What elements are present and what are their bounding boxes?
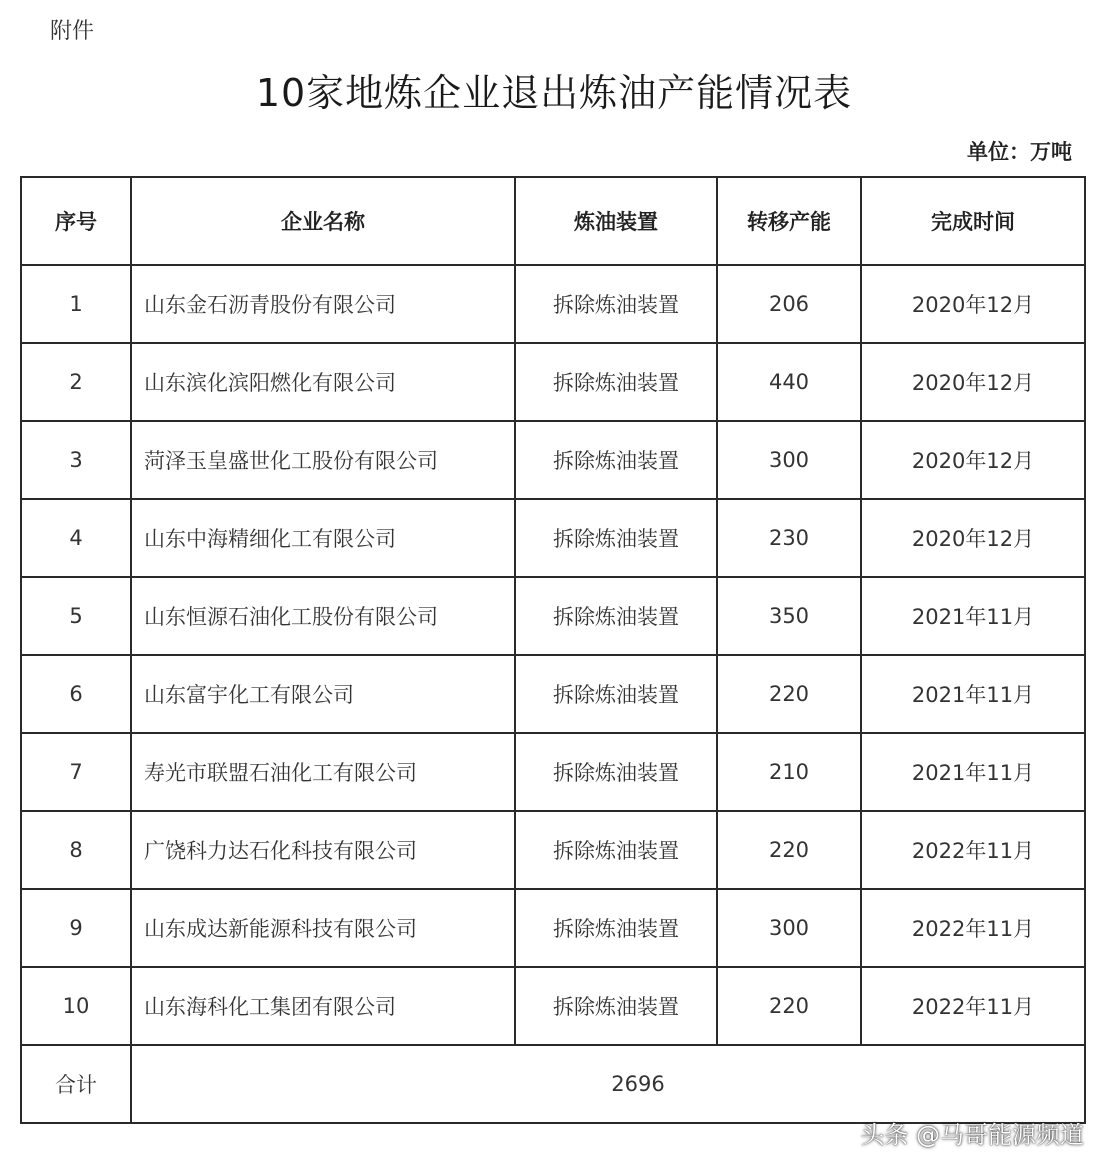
- cell-company-name: 山东中海精细化工有限公司: [131, 499, 515, 577]
- cell-company-name: 山东成达新能源科技有限公司: [131, 889, 515, 967]
- cell-company-name: 寿光市联盟石油化工有限公司: [131, 733, 515, 811]
- cell-index: 1: [21, 265, 131, 343]
- cell-index: 10: [21, 967, 131, 1045]
- header-row: [21, 177, 1085, 265]
- cell-refining-device: 拆除炼油装置: [515, 499, 717, 577]
- header-refining-device: 炼油装置: [515, 177, 717, 265]
- cell-capacity: 206: [717, 265, 861, 343]
- table-row: [21, 265, 1085, 343]
- cell-company-name: 菏泽玉皇盛世化工股份有限公司: [131, 421, 515, 499]
- cell-completion-time: 2021年11月: [861, 733, 1085, 811]
- cell-completion-time: 2022年11月: [861, 967, 1085, 1045]
- table-row: [21, 421, 1085, 499]
- cell-capacity: 210: [717, 733, 861, 811]
- cell-completion-time: 2022年11月: [861, 811, 1085, 889]
- table-row: [21, 577, 1085, 655]
- cell-refining-device: 拆除炼油装置: [515, 655, 717, 733]
- cell-index: 8: [21, 811, 131, 889]
- cell-capacity: 220: [717, 811, 861, 889]
- cell-completion-time: 2020年12月: [861, 499, 1085, 577]
- unit-label: 单位：万吨: [967, 140, 1072, 164]
- cell-company-name: 山东海科化工集团有限公司: [131, 967, 515, 1045]
- cell-refining-device: 拆除炼油装置: [515, 265, 717, 343]
- table-body: [21, 265, 1085, 1045]
- table-row: [21, 733, 1085, 811]
- cell-index: 7: [21, 733, 131, 811]
- total-row: [21, 1045, 1085, 1123]
- cell-capacity: 220: [717, 967, 861, 1045]
- cell-refining-device: 拆除炼油装置: [515, 421, 717, 499]
- cell-index: 9: [21, 889, 131, 967]
- attachment-label: 附件: [50, 19, 95, 44]
- table-row: [21, 811, 1085, 889]
- watermark: 头条 @马哥能源频道: [860, 1121, 1084, 1149]
- cell-completion-time: 2021年11月: [861, 655, 1085, 733]
- table-header: [21, 177, 1085, 265]
- cell-capacity: 440: [717, 343, 861, 421]
- cell-company-name: 山东恒源石油化工股份有限公司: [131, 577, 515, 655]
- cell-capacity: 220: [717, 655, 861, 733]
- cell-refining-device: 拆除炼油装置: [515, 811, 717, 889]
- cell-index: 3: [21, 421, 131, 499]
- cell-index: 5: [21, 577, 131, 655]
- table-row: [21, 655, 1085, 733]
- cell-company-name: 山东金石沥青股份有限公司: [131, 265, 515, 343]
- cell-refining-device: 拆除炼油装置: [515, 343, 717, 421]
- total-label: 合计: [21, 1045, 131, 1123]
- header-company-name: 企业名称: [131, 177, 515, 265]
- cell-completion-time: 2020年12月: [861, 265, 1085, 343]
- cell-index: 2: [21, 343, 131, 421]
- table-footer: [21, 1045, 1085, 1123]
- cell-company-name: 山东滨化滨阳燃化有限公司: [131, 343, 515, 421]
- cell-capacity: 300: [717, 889, 861, 967]
- header-completion-time: 完成时间: [861, 177, 1085, 265]
- header-transferred-capacity: 转移产能: [717, 177, 861, 265]
- table-row: [21, 343, 1085, 421]
- cell-capacity: 230: [717, 499, 861, 577]
- capacity-table: [20, 176, 1086, 1124]
- cell-refining-device: 拆除炼油装置: [515, 889, 717, 967]
- cell-completion-time: 2022年11月: [861, 889, 1085, 967]
- header-index: 序号: [21, 177, 131, 265]
- cell-refining-device: 拆除炼油装置: [515, 967, 717, 1045]
- cell-refining-device: 拆除炼油装置: [515, 577, 717, 655]
- cell-index: 4: [21, 499, 131, 577]
- cell-company-name: 广饶科力达石化科技有限公司: [131, 811, 515, 889]
- cell-company-name: 山东富宇化工有限公司: [131, 655, 515, 733]
- cell-capacity: 350: [717, 577, 861, 655]
- table-row: [21, 499, 1085, 577]
- cell-completion-time: 2021年11月: [861, 577, 1085, 655]
- cell-completion-time: 2020年12月: [861, 421, 1085, 499]
- cell-index: 6: [21, 655, 131, 733]
- page-title: 10家地炼企业退出炼油产能情况表: [255, 71, 853, 115]
- cell-refining-device: 拆除炼油装置: [515, 733, 717, 811]
- table-row: [21, 967, 1085, 1045]
- cell-capacity: 300: [717, 421, 861, 499]
- cell-completion-time: 2020年12月: [861, 343, 1085, 421]
- table-row: [21, 889, 1085, 967]
- total-value: 2696: [131, 1045, 1085, 1123]
